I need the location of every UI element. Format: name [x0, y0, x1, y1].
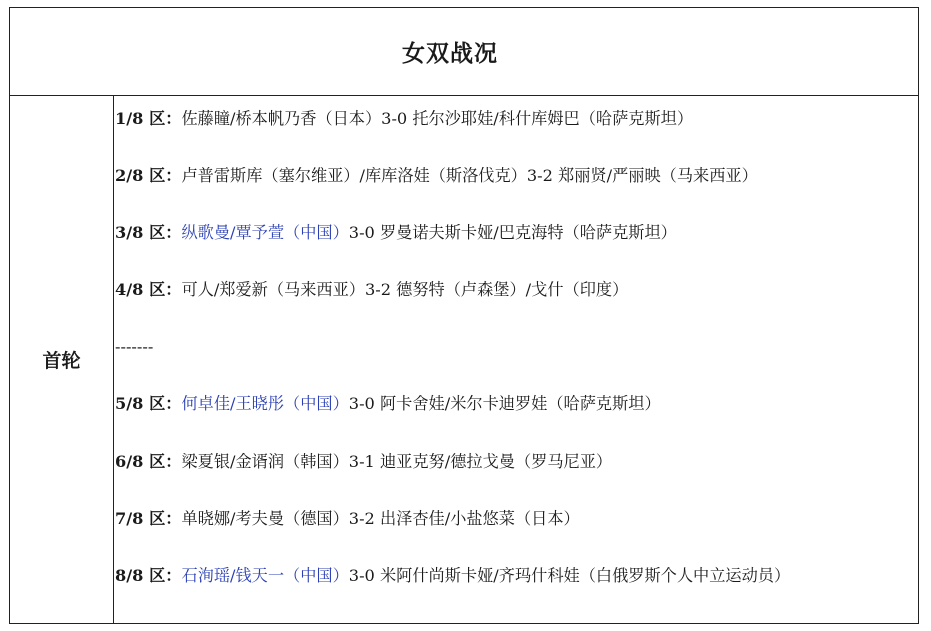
zone-label: 8/8 区： [115, 565, 182, 585]
china-pair: 石洵瑶/钱天一（中国） [181, 565, 349, 585]
china-pair: 何卓佳/王晓彤（中国） [181, 394, 349, 414]
match-result: 可人/郑爱新（马来西亚）3-2 德努特（卢森堡）/戈什（印度） [181, 280, 629, 300]
zone-label: 3/8 区： [115, 223, 182, 243]
match-result: 梁夏银/金谞润（韩国）3-1 迪亚克努/德拉戈曼（罗马尼亚） [181, 451, 613, 471]
zone-label: 4/8 区： [115, 280, 182, 300]
zone-label: 7/8 区： [115, 508, 182, 528]
match-row [115, 165, 931, 222]
page-title: 女双战况 [402, 40, 498, 67]
match-result: 单晓娜/考夫曼（德国）3-2 出泽杏佳/小盐悠菜（日本） [181, 508, 580, 528]
separator-row [115, 336, 931, 393]
zone-label: 2/8 区： [115, 166, 182, 186]
match-result: 3-0 罗曼诺夫斯卡娅/巴克海特（哈萨克斯坦） [348, 223, 677, 243]
china-pair: 纵歌曼/覃予萱（中国） [181, 223, 349, 243]
match-result: 3-0 阿卡舍娃/米尔卡迪罗娃（哈萨克斯坦） [348, 394, 661, 414]
match-result: 卢普雷斯库（塞尔维亚）/库库洛娃（斯洛伐克）3-2 郑丽贤/严丽映（马来西亚） [181, 166, 758, 186]
match-row [115, 222, 931, 279]
match-row [115, 508, 931, 565]
match-row [115, 451, 931, 508]
match-row [115, 565, 931, 622]
match-result: 3-0 米阿什尚斯卡娅/齐玛什科娃（白俄罗斯个人中立运动员） [348, 565, 791, 585]
zone-label: 5/8 区： [115, 394, 182, 414]
match-row [115, 108, 931, 165]
zone-label: 6/8 区： [115, 451, 182, 471]
match-list [115, 108, 931, 622]
round-cell [10, 96, 114, 623]
match-row [115, 279, 931, 336]
separator: ------- [115, 337, 154, 357]
match-result: 佐藤瞳/桥本帆乃香（日本）3-0 托尔沙耶娃/科什库姆巴（哈萨克斯坦） [181, 109, 694, 128]
title-row [10, 8, 918, 96]
round-label: 首轮 [42, 350, 81, 372]
zone-label: 1/8 区： [115, 109, 182, 128]
match-row [115, 393, 931, 450]
